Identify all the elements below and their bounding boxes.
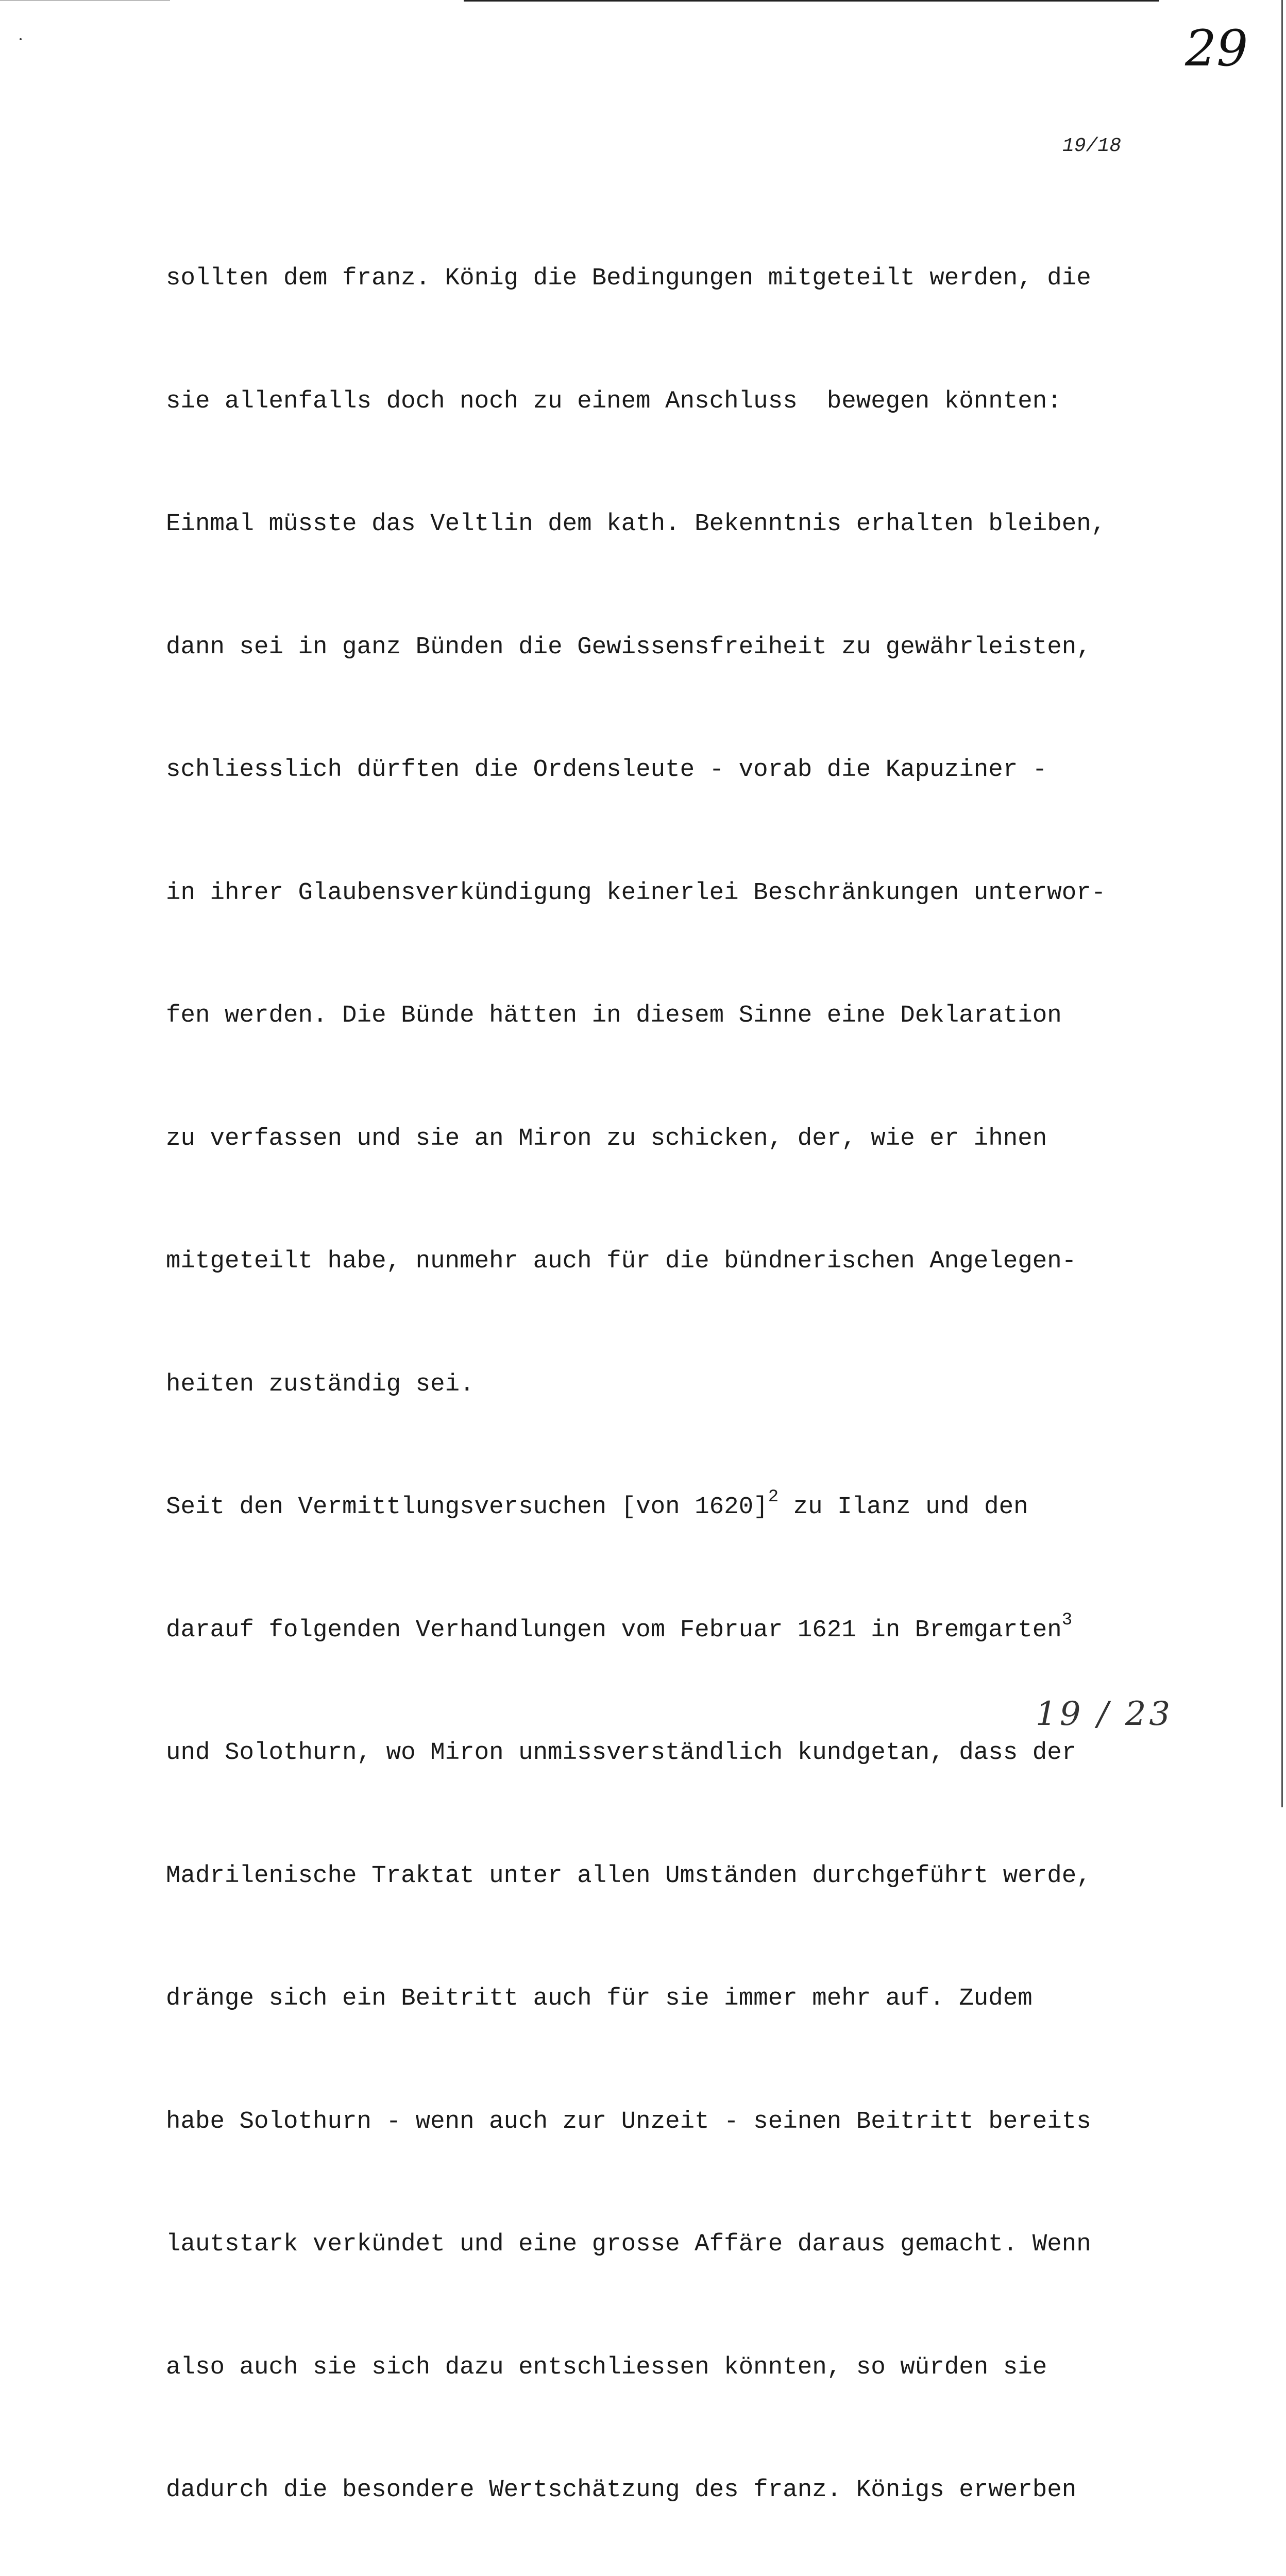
text-line: Einmal müsste das Veltlin dem kath. Bekenntnis erhalten bleiben, — [166, 510, 1106, 538]
text-line: sie allenfalls doch noch zu einem Anschluss bewegen könnten: — [166, 387, 1062, 415]
page-right-edge — [1281, 0, 1283, 1807]
text-line: dann sei in ganz Bünden die Gewissensfreiheit zu gewährleisten, — [166, 633, 1091, 661]
line-text: darauf folgenden Verhandlungen vom Februar 1621 in Bremgarten — [166, 1616, 1062, 1644]
top-edge-mark-left — [0, 0, 170, 1]
text-line-with-footnote — [166, 1610, 1196, 1651]
text-line-with-footnote — [166, 1487, 1196, 1528]
text-line: lautstark verkündet und eine grosse Affäre daraus gemacht. Wenn — [166, 2230, 1091, 2258]
text-line: heiten zuständig sei. — [166, 1370, 475, 1398]
footnote-marker-2: 2 — [768, 1487, 779, 1507]
scan-speck — [20, 38, 22, 40]
top-edge-line — [464, 0, 1159, 2]
text-line: dadurch die besondere Wertschätzung des franz. Königs erwerben — [166, 2476, 1077, 2504]
text-line: und Solothurn, wo Miron unmissverständlich kundgetan, dass der — [166, 1739, 1077, 1767]
text-line: schliesslich dürften die Ordensleute - vorab die Kapuziner - — [166, 756, 1047, 784]
line-text: Seit den Vermittlungsversuchen [von 1620] — [166, 1493, 768, 1521]
line-text: zu Ilanz und den — [779, 1493, 1028, 1521]
document-body — [166, 176, 1196, 2576]
text-line: in ihrer Glaubensverkündigung keinerlei Beschränkungen unterwor- — [166, 878, 1106, 907]
handwritten-footer-mark: 19 / 23 — [1036, 1695, 1174, 1733]
text-line: habe Solothurn - wenn auch zur Unzeit - seinen Beitritt bereits — [166, 2107, 1091, 2136]
text-line: Madrilenische Traktat unter allen Umständen durchgeführt werde, — [166, 1861, 1091, 1890]
footnote-marker-3: 3 — [1061, 1610, 1073, 1630]
page-reference: 19/18 — [1062, 135, 1122, 157]
text-line: fen werden. Die Bünde hätten in diesem Sinne eine Deklaration — [166, 1002, 1062, 1029]
text-line: zu verfassen und sie an Miron zu schicken, der, wie er ihnen — [166, 1124, 1047, 1153]
handwritten-page-number: 29 — [1185, 20, 1248, 77]
text-line: dränge sich ein Beitritt auch für sie immer mehr auf. Zudem — [166, 1985, 1033, 2012]
text-line: also auch sie sich dazu entschliessen könnten, so würden sie — [166, 2353, 1047, 2381]
text-line: mitgeteilt habe, nunmehr auch für die bündnerischen Angelegen- — [166, 1247, 1077, 1275]
text-line: sollten dem franz. König die Bedingungen mitgeteilt werden, die — [166, 264, 1091, 292]
